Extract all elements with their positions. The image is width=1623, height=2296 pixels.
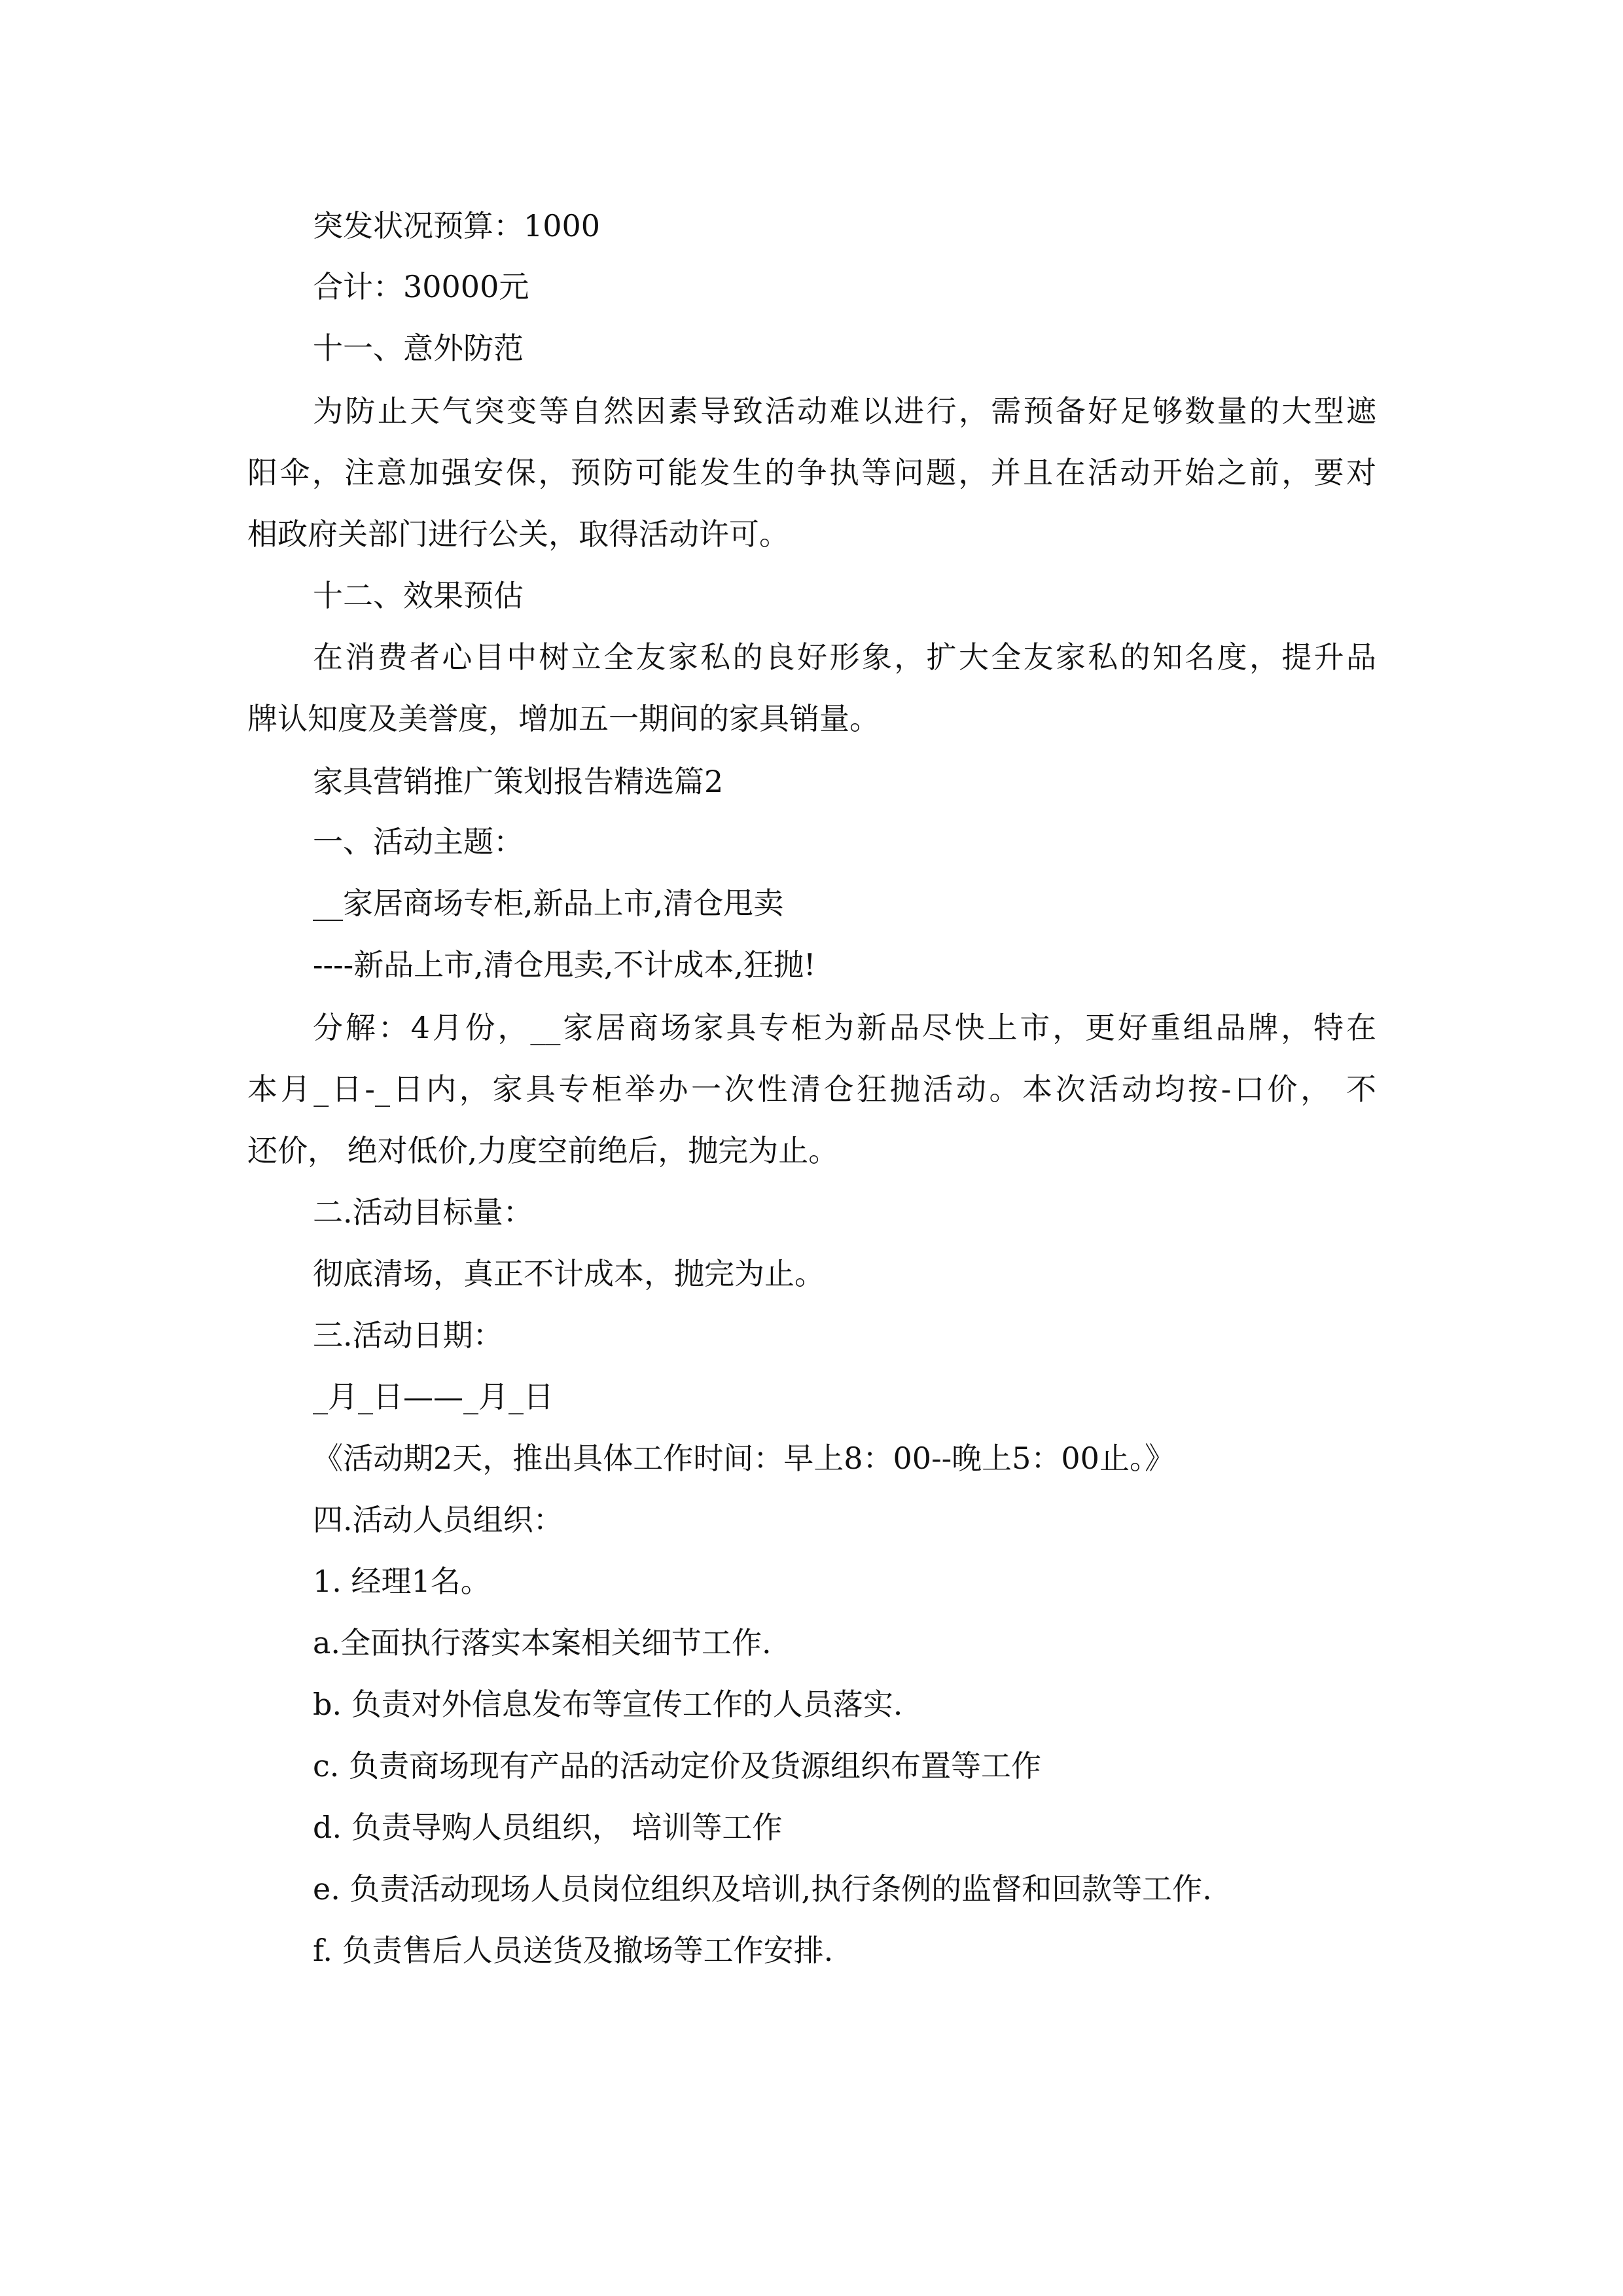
list-item: c. 负责商场现有产品的活动定价及货源组织布置等工作: [313, 1748, 1042, 1784]
list-item: b. 负责对外信息发布等宣传工作的人员落实.: [313, 1687, 903, 1722]
date-range-line: _月_日——_月_日: [313, 1379, 554, 1414]
section-heading-theme: 一、活动主题：: [313, 824, 524, 859]
paragraph-line: 本月_日-_日内，家具专柜举办一次性清仓狂抛活动。本次活动均按-口价， 不: [247, 1071, 1376, 1107]
budget-total-line: 合计：30000元: [313, 269, 529, 304]
section-heading-date: 三.活动日期：: [313, 1318, 503, 1353]
article-title-line: 家具营销推广策划报告精选篇2: [313, 764, 724, 799]
list-item: e. 负责活动现场人员岗位组织及培训,执行条例的监督和回款等工作.: [313, 1871, 1212, 1907]
paragraph-line: 彻底清场，真正不计成本，抛完为止。: [313, 1256, 825, 1291]
schedule-note-line: 《活动期2天，推出具体工作时间：早上8：00--晚上5：00止。》: [313, 1441, 1175, 1476]
budget-emergency-line: 突发状况预算：1000: [313, 208, 601, 243]
paragraph-line: 分解：4月份，__家居商场家具专柜为新品尽快上市，更好重组品牌，特在: [313, 1010, 1376, 1045]
section-heading-accident-prevention: 十一、意外防范: [313, 331, 524, 366]
list-item: f. 负责售后人员送货及撤场等工作安排.: [313, 1933, 834, 1968]
paragraph-line: 还价， 绝对低价,力度空前绝后，抛完为止。: [247, 1133, 839, 1168]
paragraph-line: 为防止天气突变等自然因素导致活动难以进行，需预备好足够数量的大型遮: [313, 393, 1376, 429]
list-item: 1. 经理1名。: [313, 1564, 491, 1599]
section-heading-target: 二.活动目标量：: [313, 1194, 533, 1230]
section-heading-effect-estimate: 十二、效果预估: [313, 578, 524, 613]
paragraph-line: 相政府关部门进行公关，取得活动许可。: [247, 516, 789, 552]
list-item: a.全面执行落实本案相关细节工作.: [313, 1625, 772, 1660]
section-heading-staff: 四.活动人员组织：: [313, 1502, 563, 1537]
theme-slogan-line: ----新品上市,清仓甩卖,不计成本,狂抛!: [313, 947, 816, 982]
list-item: d. 负责导购人员组织， 培训等工作: [313, 1810, 783, 1845]
paragraph-line: 在消费者心目中树立全友家私的良好形象，扩大全友家私的知名度，提升品: [313, 639, 1376, 675]
theme-line: __家居商场专柜,新品上市,清仓甩卖: [313, 886, 784, 921]
paragraph-line: 牌认知度及美誉度，增加五一期间的家具销量。: [247, 701, 880, 736]
paragraph-line: 阳伞，注意加强安保，预防可能发生的争执等问题，并且在活动开始之前，要对: [247, 455, 1376, 490]
